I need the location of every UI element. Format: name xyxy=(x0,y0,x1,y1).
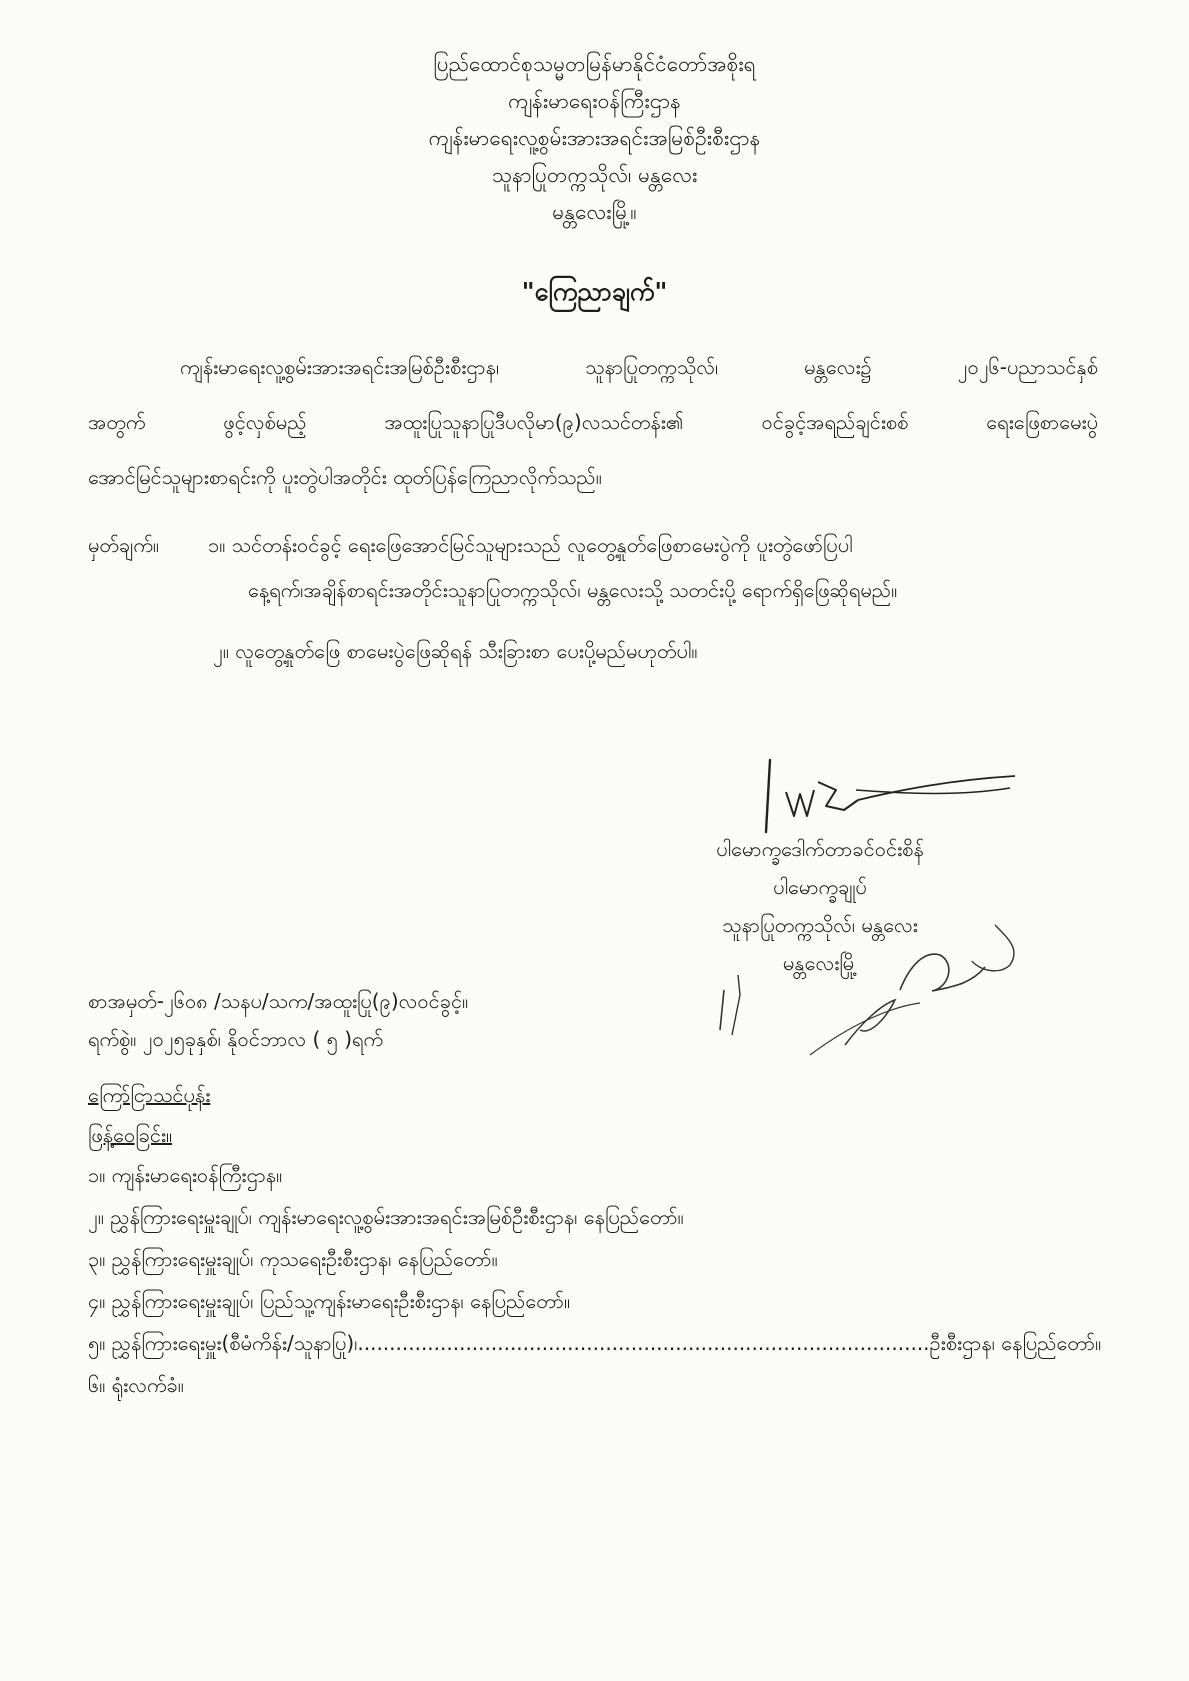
announcement-body xyxy=(88,350,1098,515)
distribution-item-5 xyxy=(88,1326,1108,1368)
signature-block xyxy=(600,750,1040,1060)
notice-board-heading: ကြော်ငြာသင်ပုန်း xyxy=(88,1083,211,1107)
letterhead-city: မန္တလေးမြို့။ xyxy=(552,200,637,224)
signer-name: ပါမောက္ခဒေါက်တာခင်ဝင်းစိန် xyxy=(716,837,924,861)
distribution-item-5-suffix: ဦးစီးဌာန၊ နေပြည်တော်။ xyxy=(929,1331,1102,1355)
fill-in-dots: .......................................................................................... xyxy=(357,1331,930,1355)
remark-item-2: ၂။ လူတွေ့နှုတ်ဖြေ စာမေးပွဲဖြေဆိုရန် သီးခြားစာ ပေးပို့မည်မဟုတ်ပါ။ xyxy=(213,639,698,663)
signer-city: မန္တလေးမြို့ xyxy=(782,951,858,975)
distribution-item-6: ၆။ ရုံးလက်ခံ။ xyxy=(88,1373,184,1397)
remarks-label: မှတ်ချက်။ xyxy=(88,533,159,557)
body-line-2: အတွက် ဖွင့်လှစ်မည့် အထူးပြုသူနာပြုဒီပလိုမာ(၉)လသင်တန်း၏ ဝင်ခွင့်အရည်ချင်းစစ် ရေးဖြေစာမေးပွဲ xyxy=(88,410,1098,434)
handwritten-signature xyxy=(760,750,1020,840)
distribution-item-3: ၃။ ညွှန်ကြားရေးမှူးချုပ်၊ ကုသရေးဦးစီးဌာန၊ နေပြည်တော်။ xyxy=(88,1247,498,1271)
signer-position: ပါမောက္ခချုပ် xyxy=(773,875,867,899)
distribution-item-2: ၂။ ညွှန်ကြားရေးမှူးချုပ်၊ ကျန်းမာရေးလူ့စွမ်းအားအရင်းအမြစ်ဦးစီးဌာန၊ နေပြည်တော်။ xyxy=(88,1205,684,1229)
body-line-3: အောင်မြင်သူများစာရင်းကို ပူးတွဲပါအတိုင်း ထုတ်ပြန်ကြေညာလိုက်သည်။ xyxy=(88,465,602,489)
distribution-list xyxy=(88,1078,1108,1410)
remark-item-1-line-1: ၁။ သင်တန်းဝင်ခွင့် ရေးဖြေအောင်မြင်သူများသည် လူတွေ့နှုတ်ဖြေစာမေးပွဲကို ပူးတွဲဖော်ပြပါ xyxy=(208,533,853,557)
letterhead-ministry: ကျန်းမာရေးဝန်ကြီးဌာန xyxy=(508,89,681,113)
letterhead-department: ကျန်းမာရေးလူ့စွမ်းအားအရင်းအမြစ်ဦးစီးဌာန xyxy=(428,126,761,150)
reference-block xyxy=(88,985,468,1061)
letterhead xyxy=(0,46,1189,231)
body-line-1: ကျန်းမာရေးလူ့စွမ်းအားအရင်းအမြစ်ဦးစီးဌာန၊ သူနာပြုတက္ကသိုလ်၊ မန္တလေး၌ ၂၀၂၆-ပညာသင်နှစ် xyxy=(180,355,1098,379)
signer-organization: သူနာပြုတက္ကသိုလ်၊ မန္တလေး xyxy=(722,913,918,937)
letter-number: စာအမှတ်-၂၆၀၈ /သနပ/သက/အထူးပြု(၉)လဝင်ခွင့်။ xyxy=(88,989,469,1013)
distribution-item-5-prefix: ၅။ ညွှန်ကြားရေးမှူး(စီမံကိန်း/သူနာပြု)၊ xyxy=(88,1331,358,1355)
official-initials xyxy=(710,895,1030,1060)
distribution-heading: ဖြန့်ဝေခြင်း။ xyxy=(88,1123,173,1147)
letterhead-government: ပြည်ထောင်စုသမ္မတမြန်မာနိုင်ငံတော်အစိုးရ xyxy=(433,52,756,76)
distribution-item-1: ၁။ ကျန်းမာရေးဝန်ကြီးဌာန။ xyxy=(88,1163,283,1187)
distribution-item-4: ၄။ ညွှန်ကြားရေးမှူးချုပ်၊ ပြည်သူ့ကျန်းမာရေးဦးစီးဌာန၊ နေပြည်တော်။ xyxy=(88,1289,571,1313)
remark-item-1 xyxy=(88,528,1098,573)
letterhead-university: သူနာပြုတက္ကသိုလ်၊ မန္တလေး xyxy=(491,163,698,187)
document-title: "ကြေညာချက်" xyxy=(521,277,668,306)
letter-date: ရက်စွဲ။ ၂၀၂၅ခုနှစ်၊ နိုဝင်ဘာလ ( ၅ )ရက် xyxy=(88,1027,384,1051)
remarks xyxy=(88,528,1098,679)
remark-item-1-line-2: နေ့ရက်၊အချိန်စာရင်းအတိုင်းသူနာပြုတက္ကသိုလ်၊ မန္တလေးသို့ သတင်းပို့ ရောက်ရှိဖြေဆိုရမည်။ xyxy=(248,578,898,602)
